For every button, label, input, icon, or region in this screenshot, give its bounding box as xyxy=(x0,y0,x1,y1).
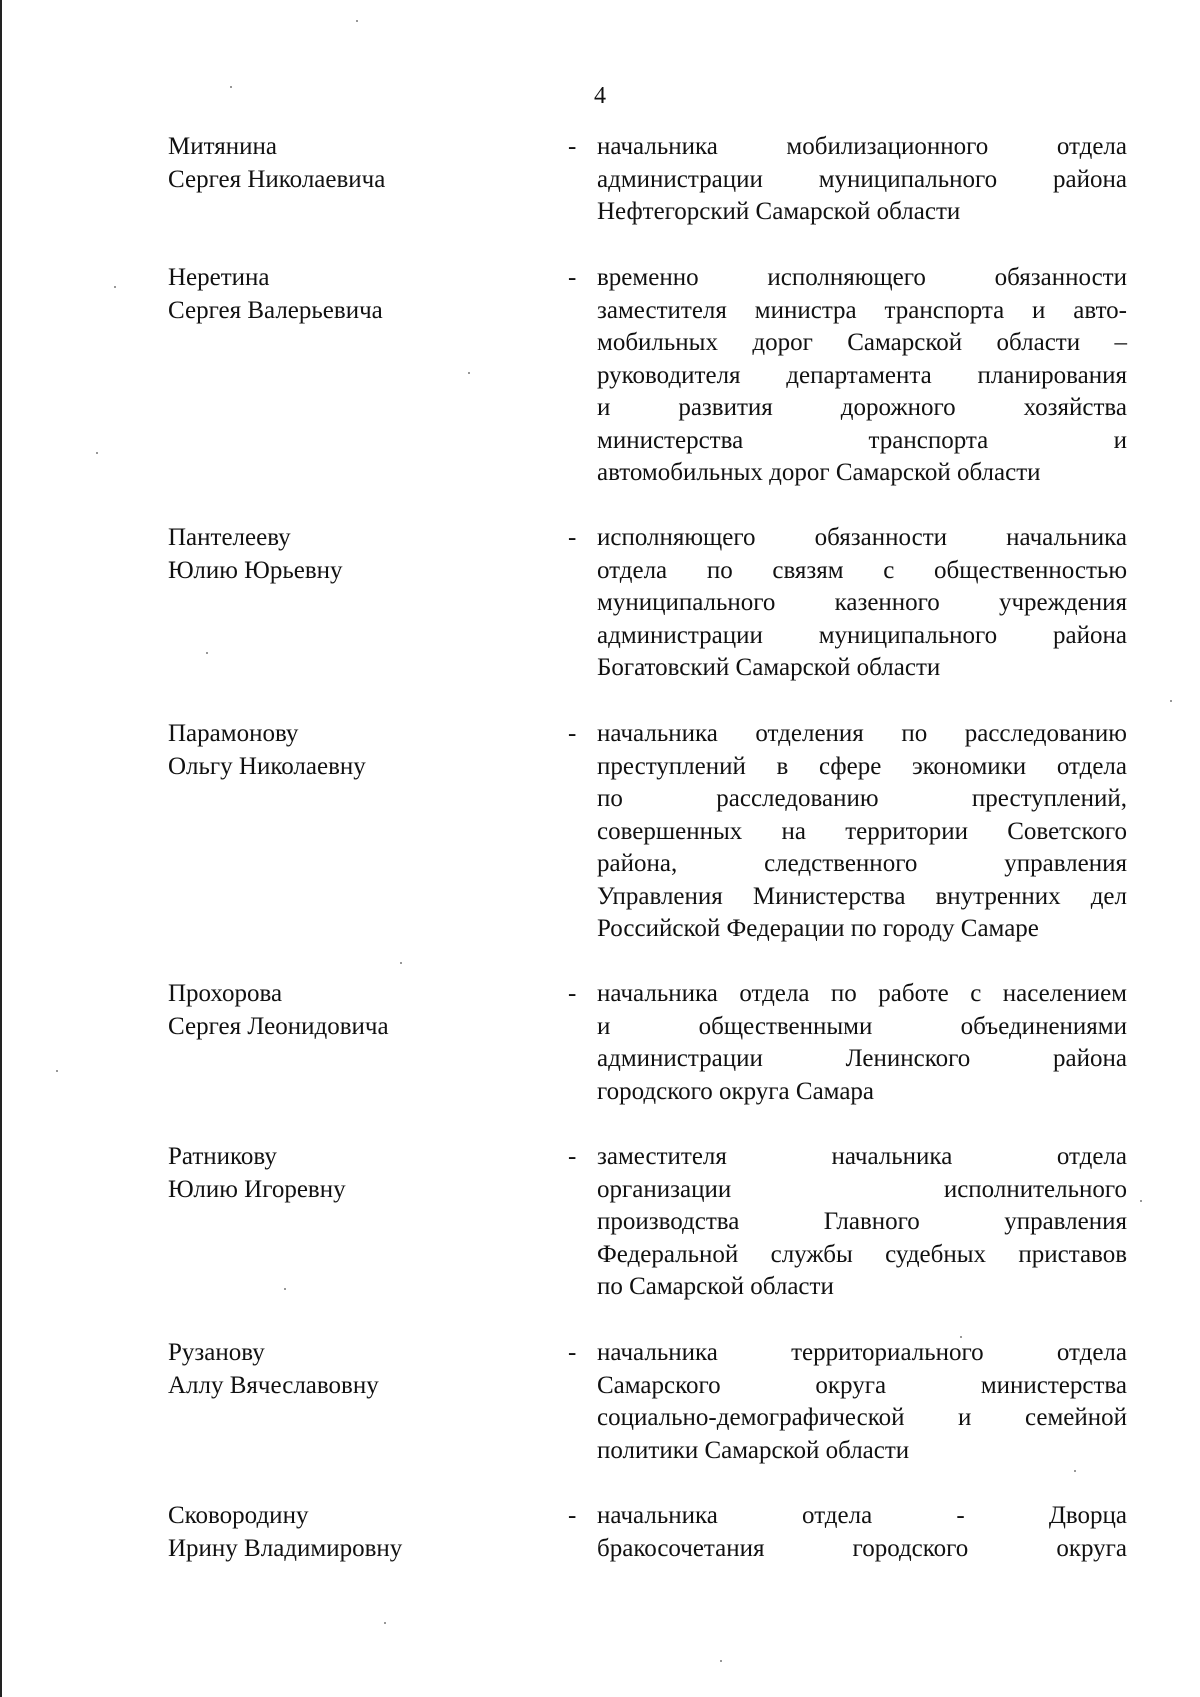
surname: Сковородину xyxy=(168,1502,309,1529)
person-name xyxy=(168,1500,498,1565)
entry-dash: - xyxy=(568,980,577,1007)
entry-dash: - xyxy=(568,720,577,747)
description-line: производства Главного управления xyxy=(597,1208,1127,1235)
scan-speck xyxy=(114,286,116,288)
description-line: автомобильных дорог Самарской области xyxy=(597,459,1041,486)
description-line: администрации Ленинского района xyxy=(597,1045,1127,1072)
person-name xyxy=(168,262,498,327)
description-line: Российской Федерации по городу Самаре xyxy=(597,915,1039,942)
description-line: отдела по связям с общественностью xyxy=(597,556,1127,584)
description-line: Богатовский Самарской области xyxy=(597,654,941,681)
person-name xyxy=(168,1337,498,1402)
person-name xyxy=(168,978,498,1043)
given-names: Ирину Владимировну xyxy=(168,1534,403,1562)
surname: Рузанову xyxy=(168,1339,265,1366)
person-name xyxy=(168,131,498,196)
scan-speck xyxy=(960,1336,962,1338)
entry-dash: - xyxy=(568,1502,577,1529)
description-line: заместителя министра транспорта и авто- xyxy=(597,296,1127,324)
given-names: Юлию Игоревну xyxy=(168,1175,346,1203)
description-line: начальника отделения по расследованию xyxy=(597,720,1127,747)
entry-dash: - xyxy=(568,1339,577,1366)
page-number: 4 xyxy=(594,83,606,109)
scan-speck xyxy=(384,1622,386,1624)
description-line: Федеральной службы судебных приставов xyxy=(597,1240,1127,1268)
description-line: мобильных дорог Самарской области – xyxy=(597,329,1127,356)
description-line: Управления Министерства внутренних дел xyxy=(597,882,1127,910)
description-line: и общественными объединениями xyxy=(597,1012,1127,1040)
given-names: Ольгу Николаевну xyxy=(168,752,366,780)
description-line: администрации муниципального района xyxy=(597,165,1127,193)
person-name xyxy=(168,522,498,587)
scan-speck xyxy=(1170,700,1172,702)
surname: Ратникову xyxy=(168,1143,277,1170)
scan-speck xyxy=(96,452,98,454)
description-line: Нефтегорский Самарской области xyxy=(597,198,961,225)
description-line: начальника территориального отдела xyxy=(597,1339,1127,1366)
description-line: бракосочетания городского округа xyxy=(597,1534,1127,1562)
position-description xyxy=(597,1141,1127,1304)
position-description xyxy=(597,1337,1127,1467)
description-line: муниципального казенного учреждения xyxy=(597,589,1127,616)
description-line: района, следственного управления xyxy=(597,850,1127,877)
description-line: городского округа Самара xyxy=(597,1077,875,1105)
scan-speck xyxy=(1140,1200,1142,1202)
description-line: совершенных на территории Советского xyxy=(597,817,1127,845)
scan-left-edge xyxy=(0,0,2,1697)
description-line: временно исполняющего обязанности xyxy=(597,264,1127,291)
position-description xyxy=(597,522,1127,685)
scan-speck xyxy=(206,652,208,654)
description-line: начальника отдела по работе с населением xyxy=(597,980,1127,1007)
description-line: министерства транспорта и xyxy=(597,426,1127,454)
surname: Митянина xyxy=(168,133,277,160)
scan-speck xyxy=(284,1288,286,1290)
description-line: Самарского округа министерства xyxy=(597,1371,1127,1399)
description-line: по Самарской области xyxy=(597,1273,834,1300)
entry-dash: - xyxy=(568,264,577,291)
given-names: Аллу Вячеславовну xyxy=(168,1371,379,1399)
position-description xyxy=(597,1500,1127,1565)
scan-speck xyxy=(468,372,470,374)
surname: Прохорова xyxy=(168,980,283,1007)
scan-speck xyxy=(400,962,402,964)
entry-dash: - xyxy=(568,524,577,551)
description-line: руководителя департамента планирования xyxy=(597,361,1127,389)
given-names: Юлию Юрьевну xyxy=(168,556,343,584)
scan-speck xyxy=(56,1070,58,1072)
person-name xyxy=(168,718,498,783)
surname: Парамонову xyxy=(168,720,299,747)
given-names: Сергея Николаевича xyxy=(168,165,386,193)
description-line: преступлений в сфере экономики отдела xyxy=(597,752,1127,780)
entry-dash: - xyxy=(568,1143,577,1170)
given-names: Сергея Леонидовича xyxy=(168,1012,389,1040)
description-line: социально-демографической и семейной xyxy=(597,1404,1127,1431)
scan-speck xyxy=(1074,1470,1076,1472)
description-line: и развития дорожного хозяйства xyxy=(597,394,1127,421)
scan-speck xyxy=(230,86,232,88)
position-description xyxy=(597,978,1127,1108)
description-line: по расследованию преступлений, xyxy=(597,785,1127,812)
given-names: Сергея Валерьевича xyxy=(168,296,383,324)
position-description xyxy=(597,262,1127,490)
description-line: политики Самарской области xyxy=(597,1436,910,1464)
position-description xyxy=(597,131,1127,229)
description-line: организации исполнительного xyxy=(597,1175,1127,1203)
position-description xyxy=(597,718,1127,946)
person-name xyxy=(168,1141,498,1206)
entry-dash: - xyxy=(568,133,577,160)
surname: Пантелееву xyxy=(168,524,291,551)
description-line: начальника мобилизационного отдела xyxy=(597,133,1127,160)
surname: Неретина xyxy=(168,264,270,291)
scan-speck xyxy=(356,20,358,22)
description-line: администрации муниципального района xyxy=(597,621,1127,649)
description-line: заместителя начальника отдела xyxy=(597,1143,1127,1170)
scan-speck xyxy=(720,1660,722,1662)
description-line: исполняющего обязанности начальника xyxy=(597,524,1127,551)
description-line: начальника отдела - Дворца xyxy=(597,1502,1127,1529)
